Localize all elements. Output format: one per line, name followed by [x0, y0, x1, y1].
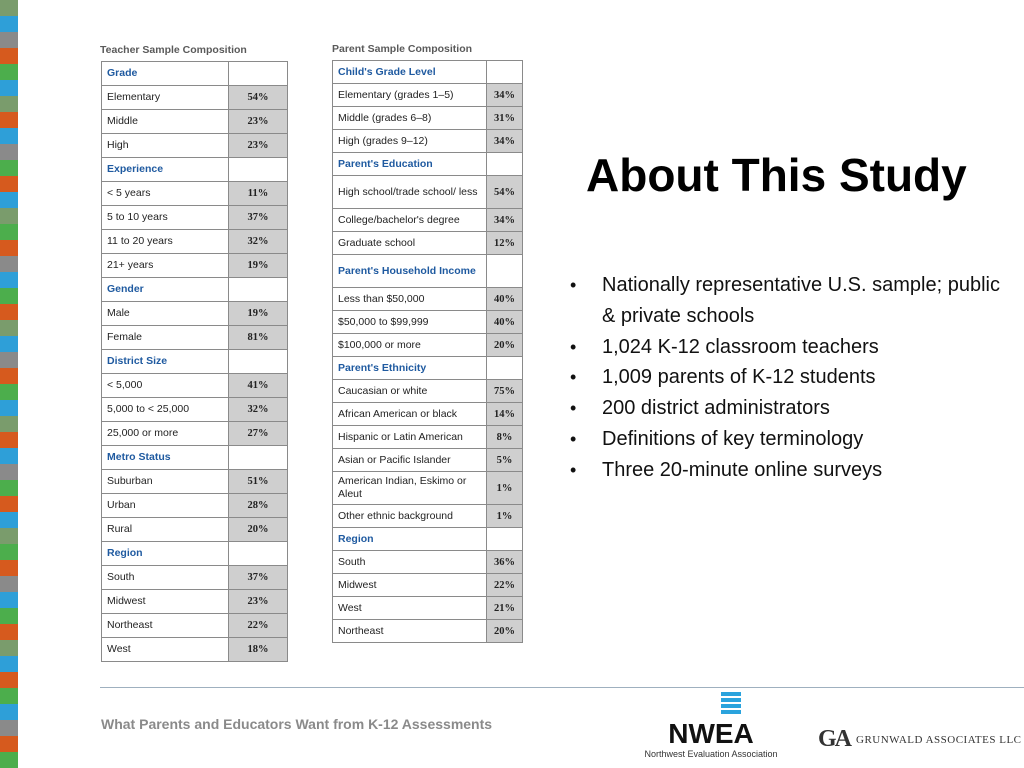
row-label: Rural — [102, 518, 229, 542]
table-section-row — [333, 153, 523, 176]
strip-square — [0, 624, 18, 640]
table-row — [102, 518, 288, 542]
teacher-table-title: Teacher Sample Composition — [100, 44, 247, 56]
row-value: 34% — [487, 130, 523, 153]
row-value: 34% — [487, 209, 523, 232]
row-label: 25,000 or more — [102, 422, 229, 446]
row-label: Elementary — [102, 86, 229, 110]
row-label: Northeast — [333, 620, 487, 643]
strip-square — [0, 240, 18, 256]
section-blank-cell — [229, 542, 288, 566]
table-row — [102, 134, 288, 158]
row-label: Middle — [102, 110, 229, 134]
bullet-text: 200 district administrators — [602, 397, 830, 420]
row-value: 20% — [487, 334, 523, 357]
strip-square — [0, 720, 18, 736]
table-row — [333, 107, 523, 130]
table-section-row — [333, 61, 523, 84]
strip-square — [0, 368, 18, 384]
table-row — [333, 176, 523, 209]
strip-square — [0, 560, 18, 576]
strip-square — [0, 32, 18, 48]
grunwald-mark-icon: GA — [818, 726, 850, 752]
table-section-row — [333, 528, 523, 551]
row-label: High — [102, 134, 229, 158]
table-row — [102, 206, 288, 230]
bullet-dot-icon: • — [570, 428, 577, 449]
strip-square — [0, 16, 18, 32]
strip-square — [0, 752, 18, 768]
nwea-logo-subtitle: Northwest Evaluation Association — [644, 749, 778, 759]
strip-square — [0, 320, 18, 336]
strip-square — [0, 96, 18, 112]
row-label: American Indian, Eskimo or Aleut — [333, 472, 487, 505]
strip-square — [0, 176, 18, 192]
section-blank-cell — [487, 61, 523, 84]
row-value: 8% — [487, 426, 523, 449]
row-label: Suburban — [102, 470, 229, 494]
table-row — [102, 422, 288, 446]
row-label: African American or black — [333, 403, 487, 426]
row-label: Northeast — [102, 614, 229, 638]
study-bullet — [570, 393, 1010, 424]
teacher-sample-table — [101, 61, 288, 662]
strip-square — [0, 304, 18, 320]
section-label: District Size — [102, 350, 229, 374]
row-value: 34% — [487, 84, 523, 107]
strip-square — [0, 736, 18, 752]
row-value: 19% — [229, 254, 288, 278]
table-row — [102, 326, 288, 350]
row-label: Graduate school — [333, 232, 487, 255]
decorative-color-strip — [0, 0, 18, 768]
strip-square — [0, 464, 18, 480]
strip-square — [0, 672, 18, 688]
row-label: Other ethnic background — [333, 505, 487, 528]
row-label: High school/trade school/ less — [333, 176, 487, 209]
strip-square — [0, 48, 18, 64]
strip-square — [0, 656, 18, 672]
row-label: $100,000 or more — [333, 334, 487, 357]
strip-square — [0, 288, 18, 304]
strip-square — [0, 80, 18, 96]
row-value: 51% — [229, 470, 288, 494]
row-label: Midwest — [102, 590, 229, 614]
row-value: 37% — [229, 206, 288, 230]
strip-square — [0, 608, 18, 624]
row-value: 23% — [229, 110, 288, 134]
row-value: 36% — [487, 551, 523, 574]
grunwald-logo-name: GRUNWALD ASSOCIATES LLC — [856, 734, 1022, 746]
bullet-dot-icon: • — [570, 398, 577, 419]
table-row — [333, 505, 523, 528]
section-blank-cell — [229, 350, 288, 374]
table-section-row — [102, 62, 288, 86]
bullet-dot-icon: • — [570, 367, 577, 388]
row-value: 20% — [487, 620, 523, 643]
table-row — [102, 374, 288, 398]
row-value: 28% — [229, 494, 288, 518]
row-value: 32% — [229, 230, 288, 254]
strip-square — [0, 528, 18, 544]
table-row — [102, 494, 288, 518]
table-row — [333, 403, 523, 426]
table-row — [333, 311, 523, 334]
section-blank-cell — [229, 446, 288, 470]
row-label: Asian or Pacific Islander — [333, 449, 487, 472]
strip-square — [0, 416, 18, 432]
footer-text: What Parents and Educators Want from K-12 Assessments — [101, 716, 493, 732]
row-label: Caucasian or white — [333, 380, 487, 403]
table-row — [333, 574, 523, 597]
table-row — [102, 614, 288, 638]
row-value: 1% — [487, 505, 523, 528]
section-label: Experience — [102, 158, 229, 182]
row-label: < 5,000 — [102, 374, 229, 398]
footer-divider — [100, 687, 1024, 688]
row-value: 23% — [229, 590, 288, 614]
section-label: Gender — [102, 278, 229, 302]
section-blank-cell — [229, 62, 288, 86]
bullet-dot-icon: • — [570, 459, 577, 480]
strip-square — [0, 432, 18, 448]
slide-title: About This Study — [586, 149, 967, 201]
table-section-row — [102, 278, 288, 302]
section-blank-cell — [487, 528, 523, 551]
row-label: 5,000 to < 25,000 — [102, 398, 229, 422]
table-row — [333, 334, 523, 357]
row-label: South — [102, 566, 229, 590]
row-value: 54% — [229, 86, 288, 110]
table-row — [333, 551, 523, 574]
table-row — [102, 182, 288, 206]
row-label: South — [333, 551, 487, 574]
row-value: 40% — [487, 288, 523, 311]
strip-square — [0, 208, 18, 224]
bullet-dot-icon: • — [570, 275, 577, 295]
row-label: Midwest — [333, 574, 487, 597]
row-value: 37% — [229, 566, 288, 590]
bullet-text: Nationally representative U.S. sample; public & private schools — [602, 274, 1000, 327]
row-value: 27% — [229, 422, 288, 446]
study-bullet — [570, 455, 1010, 486]
section-label: Parent's Ethnicity — [333, 357, 487, 380]
table-section-row — [333, 255, 523, 288]
bullet-text: Three 20-minute online surveys — [602, 458, 883, 481]
study-bullet — [570, 332, 1010, 363]
table-row — [333, 130, 523, 153]
table-row — [102, 302, 288, 326]
table-row — [333, 84, 523, 107]
section-label: Region — [333, 528, 487, 551]
section-blank-cell — [229, 278, 288, 302]
strip-square — [0, 688, 18, 704]
section-blank-cell — [487, 255, 523, 288]
table-section-row — [102, 158, 288, 182]
strip-square — [0, 192, 18, 208]
row-label: Less than $50,000 — [333, 288, 487, 311]
row-value: 54% — [487, 176, 523, 209]
table-row — [333, 232, 523, 255]
table-section-row — [102, 542, 288, 566]
strip-square — [0, 592, 18, 608]
strip-square — [0, 112, 18, 128]
strip-square — [0, 224, 18, 240]
study-bullet — [570, 270, 1010, 332]
row-label: < 5 years — [102, 182, 229, 206]
strip-square — [0, 272, 18, 288]
parent-table-title: Parent Sample Composition — [332, 43, 473, 55]
strip-square — [0, 496, 18, 512]
strip-square — [0, 144, 18, 160]
table-row — [102, 590, 288, 614]
table-row — [333, 288, 523, 311]
table-row — [333, 380, 523, 403]
strip-square — [0, 256, 18, 272]
nwea-logo-name: NWEA — [668, 718, 754, 749]
strip-square — [0, 576, 18, 592]
table-row — [333, 426, 523, 449]
row-value: 5% — [487, 449, 523, 472]
strip-square — [0, 160, 18, 176]
row-value: 11% — [229, 182, 288, 206]
row-value: 22% — [487, 574, 523, 597]
row-label: Hispanic or Latin American — [333, 426, 487, 449]
nwea-logo — [636, 692, 786, 762]
strip-square — [0, 384, 18, 400]
row-label: $50,000 to $99,999 — [333, 311, 487, 334]
bullet-dot-icon: • — [570, 336, 577, 357]
section-label: Grade — [102, 62, 229, 86]
strip-square — [0, 0, 18, 16]
strip-square — [0, 336, 18, 352]
section-blank-cell — [487, 153, 523, 176]
row-label: 21+ years — [102, 254, 229, 278]
strip-square — [0, 544, 18, 560]
section-label: Metro Status — [102, 446, 229, 470]
grunwald-logo — [818, 726, 1022, 756]
strip-square — [0, 128, 18, 144]
table-row — [333, 597, 523, 620]
row-value: 41% — [229, 374, 288, 398]
row-value: 31% — [487, 107, 523, 130]
table-section-row — [102, 350, 288, 374]
row-label: High (grades 9–12) — [333, 130, 487, 153]
row-value: 1% — [487, 472, 523, 505]
table-row — [333, 209, 523, 232]
section-label: Child's Grade Level — [333, 61, 487, 84]
study-bullet — [570, 424, 1010, 455]
row-label: 5 to 10 years — [102, 206, 229, 230]
table-row — [102, 254, 288, 278]
row-label: Middle (grades 6–8) — [333, 107, 487, 130]
table-row — [102, 638, 288, 662]
bullet-text: 1,009 parents of K-12 students — [602, 366, 876, 389]
row-label: Urban — [102, 494, 229, 518]
row-value: 23% — [229, 134, 288, 158]
section-blank-cell — [229, 158, 288, 182]
parent-sample-table — [332, 60, 523, 643]
row-label: West — [102, 638, 229, 662]
nwea-mark-icon — [721, 692, 741, 720]
row-value: 20% — [229, 518, 288, 542]
section-label: Region — [102, 542, 229, 566]
row-label: Female — [102, 326, 229, 350]
strip-square — [0, 480, 18, 496]
section-blank-cell — [487, 357, 523, 380]
row-label: West — [333, 597, 487, 620]
row-label: College/bachelor's degree — [333, 209, 487, 232]
strip-square — [0, 400, 18, 416]
row-value: 32% — [229, 398, 288, 422]
table-row — [333, 449, 523, 472]
table-row — [102, 566, 288, 590]
row-value: 18% — [229, 638, 288, 662]
row-value: 40% — [487, 311, 523, 334]
bullet-text: 1,024 K-12 classroom teachers — [602, 335, 879, 358]
row-label: Elementary (grades 1–5) — [333, 84, 487, 107]
table-row — [102, 398, 288, 422]
bullet-text: Definitions of key terminology — [602, 427, 864, 450]
row-label: Male — [102, 302, 229, 326]
row-value: 81% — [229, 326, 288, 350]
row-value: 75% — [487, 380, 523, 403]
row-value: 22% — [229, 614, 288, 638]
table-row — [102, 470, 288, 494]
strip-square — [0, 704, 18, 720]
section-label: Parent's Education — [333, 153, 487, 176]
row-value: 19% — [229, 302, 288, 326]
table-section-row — [333, 357, 523, 380]
section-label: Parent's Household Income — [333, 255, 487, 288]
strip-square — [0, 64, 18, 80]
strip-square — [0, 352, 18, 368]
strip-square — [0, 512, 18, 528]
table-row — [333, 620, 523, 643]
study-bullet — [570, 362, 1010, 393]
row-value: 21% — [487, 597, 523, 620]
table-section-row — [102, 446, 288, 470]
table-row — [102, 110, 288, 134]
table-row — [102, 86, 288, 110]
table-row — [102, 230, 288, 254]
strip-square — [0, 640, 18, 656]
row-label: 11 to 20 years — [102, 230, 229, 254]
row-value: 12% — [487, 232, 523, 255]
study-bullet-list — [570, 270, 1010, 486]
table-row — [333, 472, 523, 505]
strip-square — [0, 448, 18, 464]
row-value: 14% — [487, 403, 523, 426]
